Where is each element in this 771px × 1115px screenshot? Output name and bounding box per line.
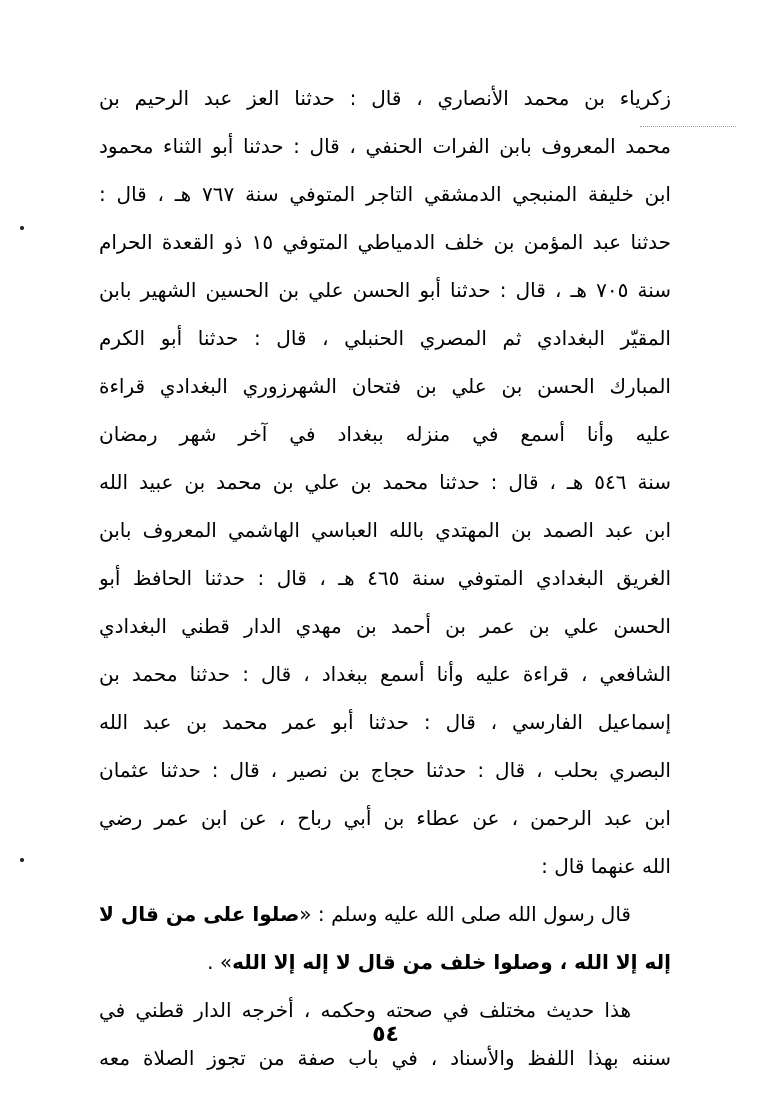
main-text: [99, 74, 671, 1082]
margin-dot-1: [20, 226, 24, 230]
page-number: ٥٤: [372, 1022, 399, 1047]
text-line: ابن خليفة المنبجي الدمشقي التاجر المتوفي سنة ٧٦٧ هـ ، قال :: [99, 182, 671, 206]
text-line: الحسن علي بن عمر بن أحمد بن مهدي الدار قطني البغدادي: [99, 614, 671, 638]
hadith-quote-close: » .: [207, 950, 233, 974]
text-line: الغريق البغدادي المتوفي سنة ٤٦٥ هـ ، قال : حدثنا الحافظ أبو: [99, 566, 671, 590]
commentary-line: سننه بهذا اللفظ والأسناد ، في باب صفة من تجوز الصلاة معه: [99, 1046, 671, 1070]
text-line: المقيّر البغدادي ثم المصري الحنبلي ، قال : حدثنا أبو الكرم: [99, 326, 671, 350]
text-line: زكرياء بن محمد الأنصاري ، قال : حدثنا العز عبد الرحيم بن: [99, 86, 671, 110]
margin-dot-2: [20, 858, 24, 862]
hadith-intro: قال رسول الله صلى الله عليه وسلم : «: [299, 902, 631, 926]
text-line: ابن عبد الصمد بن المهتدي بالله العباسي الهاشمي المعروف بابن: [99, 518, 671, 542]
hadith-line-1: [99, 890, 671, 938]
text-line: حدثنا عبد المؤمن بن خلف الدمياطي المتوفي ١٥ ذو القعدة الحرام: [99, 230, 671, 254]
commentary-line: هذا حديث مختلف في صحته وحكمه ، أخرجه الدار قطني في: [99, 998, 631, 1022]
hadith-quote-part-2: إله إلا الله ، وصلوا خلف من قال لا إله إلا الله: [232, 950, 671, 974]
hadith-line-2: [99, 938, 671, 986]
text-line: البصري بحلب ، قال : حدثنا حجاج بن نصير ، قال : حدثنا عثمان: [99, 758, 671, 782]
text-line: الشافعي ، قراءة عليه وأنا أسمع ببغداد ، قال : حدثنا محمد بن: [99, 662, 671, 686]
hadith-quote-part-1: صلوا على من قال لا: [99, 902, 300, 926]
text-line: سنة ٥٤٦ هـ ، قال : حدثنا محمد بن علي بن محمد بن عبيد الله: [99, 470, 671, 494]
text-line: محمد المعروف بابن الفرات الحنفي ، قال : حدثنا أبو الثناء محمود: [99, 134, 671, 158]
text-line: إسماعيل الفارسي ، قال : حدثنا أبو عمر محمد بن عبد الله: [99, 710, 671, 734]
text-line: سنة ٧٠٥ هـ ، قال : حدثنا أبو الحسن علي بن الحسين الشهير بابن: [99, 278, 671, 302]
text-line: المبارك الحسن بن علي بن فتحان الشهرزوري البغدادي قراءة: [99, 374, 671, 398]
text-line: عليه وأنا أسمع في منزله ببغداد في آخر شهر رمضان: [99, 422, 671, 446]
text-line: الله عنهما قال :: [541, 854, 671, 878]
text-line: ابن عبد الرحمن ، عن عطاء بن أبي رباح ، عن ابن عمر رضي: [99, 806, 671, 830]
